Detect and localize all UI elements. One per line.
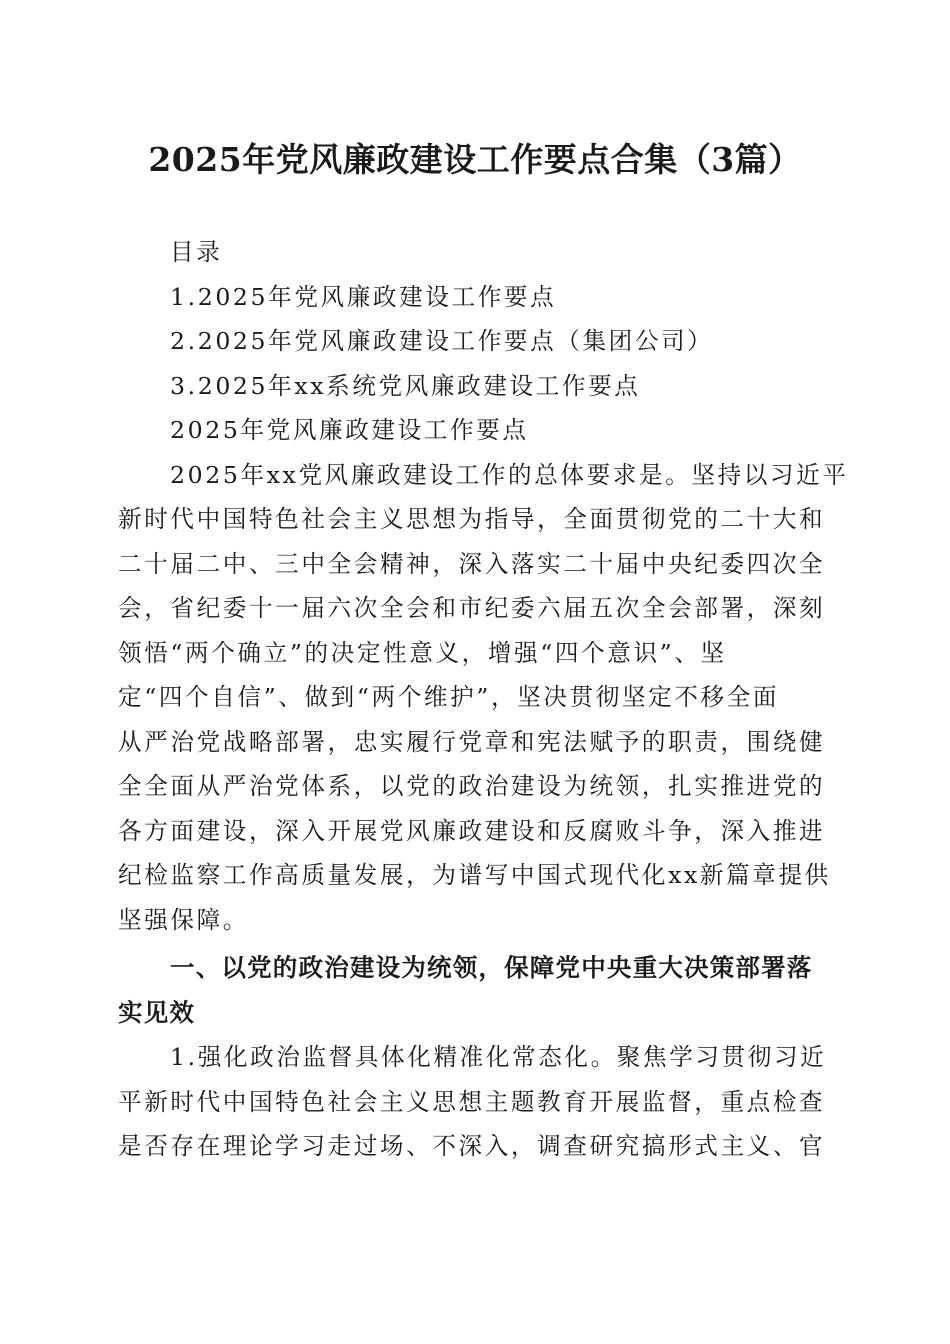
article-title: 2025年党风廉政建设工作要点 (170, 416, 529, 444)
toc-label: 目录 (170, 238, 223, 266)
paragraph-line: 从严治党战略部署，忠实履行党章和宪法赋予的职责，围绕健 (118, 727, 826, 756)
paragraph-line: 定“四个自信”、做到“两个维护”，坚决贯彻坚定不移全面 (118, 683, 780, 711)
paragraph-line: 二十届二中、三中全会精神，深入落实二十届中央纪委四次全 (118, 549, 826, 578)
paragraph-line: 会，省纪委十一届六次全会和市纪委六届五次全会部署，深刻 (118, 594, 826, 622)
paragraph-line: 新时代中国特色社会主义思想为指导，全面贯彻党的二十大和 (118, 505, 826, 533)
toc-item-2[interactable]: 2.2025年党风廉政建设工作要点（集团公司） (170, 327, 714, 355)
paragraph-line: 是否存在理论学习走过场、不深入，调查研究搞形式主义、官 (118, 1132, 826, 1160)
paragraph-line: 纪检监察工作高质量发展，为谱写中国式现代化xx新篇章提供 (118, 861, 831, 889)
heading-line: 实见效 (118, 997, 196, 1027)
section-1-heading (118, 946, 826, 1035)
item-1-paragraph (118, 1035, 826, 1169)
paragraph-line: 坚强保障。 (118, 905, 249, 934)
paragraph-line: 领悟“两个确立”的决定性意义，增强“四个意识”、坚 (118, 638, 727, 667)
document-title: 2025年党风廉政建设工作要点合集（3篇） (148, 140, 802, 179)
paragraph-line: 平新时代中国特色社会主义思想主题教育开展监督，重点检查 (118, 1087, 826, 1116)
paragraph-line: 2025年xx党风廉政建设工作的总体要求是。坚持以习近平 (170, 460, 849, 489)
intro-paragraph (118, 453, 849, 943)
toc-item-1[interactable]: 1.2025年党风廉政建设工作要点 (170, 282, 557, 311)
paragraph-line: 1.强化政治监督具体化精准化常态化。聚焦学习贯彻习近 (170, 1043, 827, 1071)
paragraph-line: 全全面从严治党体系，以党的政治建设为统领，扎实推进党的 (118, 772, 826, 800)
toc-item-3[interactable]: 3.2025年xx系统党风廉政建设工作要点 (170, 371, 641, 400)
heading-line: 一、以党的政治建设为统领，保障党中央重大决策部署落 (170, 953, 813, 982)
paragraph-line: 各方面建设，深入开展党风廉政建设和反腐败斗争，深入推进 (118, 816, 826, 845)
document-body (118, 230, 849, 1169)
